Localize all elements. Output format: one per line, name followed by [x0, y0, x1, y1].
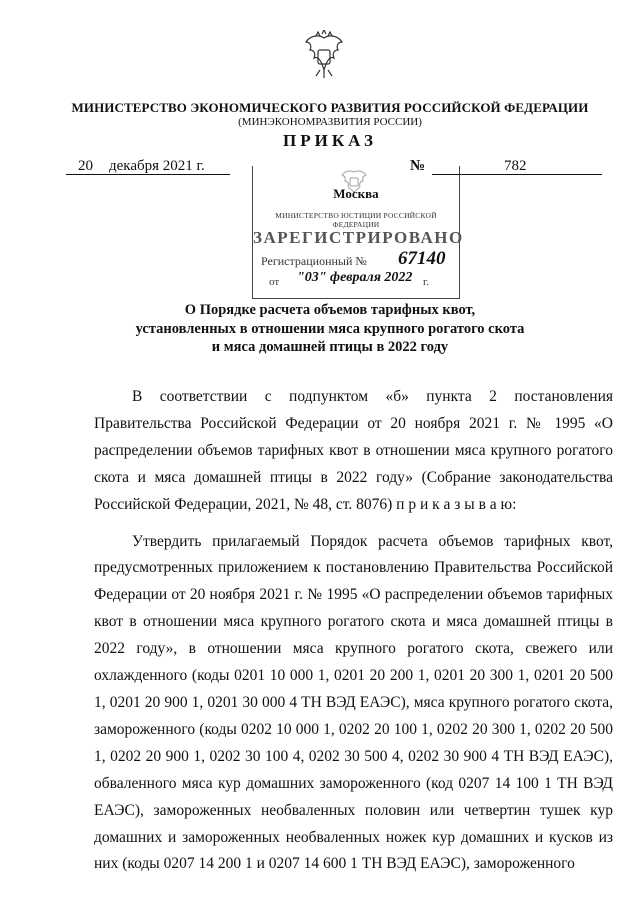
coat-of-arms-emblem: [302, 30, 346, 80]
stamp-from-label: от: [269, 276, 280, 288]
order-date-month-year: декабря 2021 г.: [109, 158, 205, 174]
stamp-reg-date: "03" февраля 2022: [297, 270, 413, 285]
subject-line-1: О Порядке расчета объемов тарифных квот,: [184, 302, 476, 318]
stamp-reg-number: 67140: [398, 248, 446, 269]
order-date-day: 20: [78, 158, 93, 174]
stamp-status: ЗАРЕГИСТРИРОВАНО: [253, 228, 464, 247]
stamp-ministry: МИНИСТЕРСТВО ЮСТИЦИИ РОССИЙСКОЙ ФЕДЕРАЦИИ: [275, 211, 437, 229]
stamp-year-suffix: г.: [423, 276, 430, 288]
order-subject: [80, 301, 580, 357]
registration-stamp: [252, 166, 464, 299]
ministry-name: МИНИСТЕРСТВО ЭКОНОМИЧЕСКОГО РАЗВИТИЯ РОССИЙСКОЙ ФЕДЕРАЦИИ: [71, 100, 589, 115]
body-paragraph-2: Утвердить прилагаемый Порядок расчета объемов тарифных квот, предусмотренных приложением к постановлению Правительства Российской Федерации от 20 ноября 2021 г. № 1995 «О распределении объемов тарифных квот в отношении мяса крупного рогатого скота и мяса домашней птицы в 2022 году», в отношении мяса крупного рогатого скота, свежего или охлажденного (коды 0201 10 000 1, 0201 20 200 1, 0201 20 300 1, 0201 20 500 1, 0201 20 900 1, 0201 30 000 4 ТН ВЭД ЕАЭС), мяса крупного рогатого скота, замороженного (коды 0202 10 000 1, 0202 20 100 1, 0202 20 300 1, 0202 20 500 1, 0202 20 900 1, 0202 30 100 4, 0202 30 500 4, 0202 30 900 4 ТН ВЭД ЕАЭС), обваленного мяса кур домашних замороженного (код 0207 14 100 1 ТН ВЭД ЕАЭС), замороженных необваленных половин или четвертин тушек кур домашних и замороженных необваленных ножек кур домашних и кусков из них (коды 0207 14 200 1 и 0207 14 600 1 ТН ВЭД ЕАЭС), замороженного: [94, 532, 613, 873]
order-number: 782: [504, 158, 527, 174]
subject-line-3: и мяса домашней птицы в 2022 году: [211, 339, 449, 355]
order-body: [94, 384, 613, 878]
body-paragraph-1: В соответствии с подпунктом «б» пункта 2 постановления Правительства Российской Федерации от 20 ноября 2021 г. № 1995 «О распределении объемов тарифных квот в отношении мяса крупного рогатого скота и мяса домашней птицы в 2022 году» (Собрание законодательства Российской Федерации, 2021, № 48, ст. 8076) п р и к а з ы в а ю:: [94, 388, 613, 513]
ministry-short-name: (МИНЭКОНОМРАЗВИТИЯ РОССИИ): [238, 116, 422, 128]
stamp-reg-label: Регистрационный №: [261, 254, 367, 268]
order-date-line: [66, 158, 230, 175]
document-type-title: ПРИКАЗ: [283, 131, 377, 150]
stamp-city: Москва: [333, 186, 379, 201]
order-number-sign: №: [410, 158, 426, 174]
subject-line-2: установленных в отношении мяса крупного рогатого скота: [135, 320, 525, 337]
